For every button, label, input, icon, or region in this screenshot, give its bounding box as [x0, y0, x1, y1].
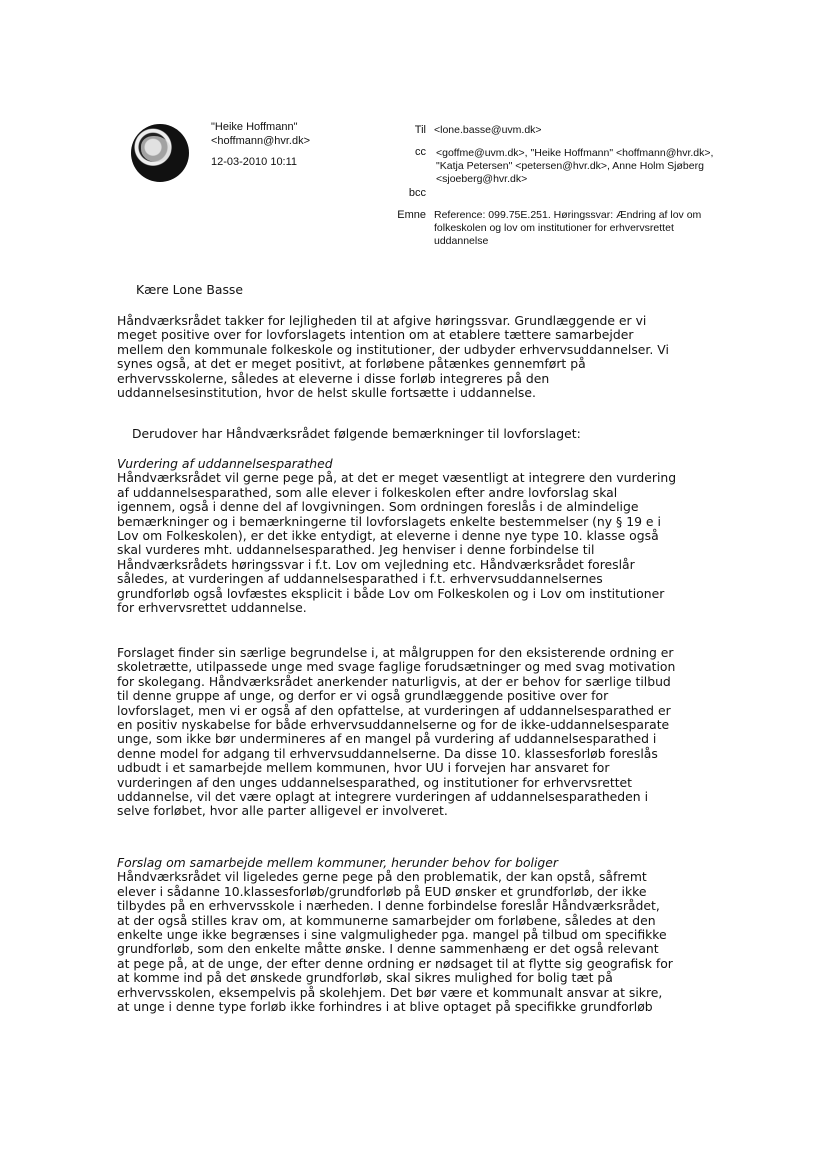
sender-name: "Heike Hoffmann": [211, 121, 298, 133]
paragraph-2: [132, 427, 754, 441]
section-2-heading: Forslag om samarbejde mellem kommuner, herunder behov for boliger: [117, 855, 558, 870]
sender-email: <hoffmann@hvr.dk>: [211, 135, 311, 147]
p3-line: grundforløb også lovfæstes eksplicit i både Lov om Folkeskolen og i Lov om institutioner: [117, 585, 665, 601]
p4-line: skoletrætte, utilpassede unge med svage faglige forudsætninger og med svag motivation: [117, 659, 676, 675]
p3-line: Håndværksrådet vil gerne pege på, at det er meget væsentligt at integrere den vurdering: [117, 470, 677, 486]
p1-line: erhvervsskolerne, således at eleverne i disse forløb integreres på den: [117, 370, 550, 386]
to-address: <lone.basse@uvm.dk>: [434, 124, 542, 136]
section-1-heading: Vurdering af uddannelsesparathed: [117, 456, 333, 471]
subject-line-1: Reference: 099.75E.251. Høringssvar: Ændring af lov om: [434, 209, 702, 221]
cc-line-2: "Katja Petersen" <petersen@hvr.dk>, Anne Holm Sjøberg: [436, 160, 704, 172]
paragraph-4: [117, 646, 739, 819]
to-label: Til: [414, 124, 426, 136]
p5-line: erhvervsskolen, eksempelvis på skolehjem. Det bør være et kommunalt ansvar at sikre,: [117, 984, 663, 1000]
p4-line: Forslaget finder sin særlige begrundelse i, at målgruppen for den eksisterende ordning er: [117, 645, 674, 660]
sender-date: 12-03-2010 10:11: [211, 156, 298, 168]
cc-line-1: <goffme@uvm.dk>, "Heike Hoffmann" <hoffmann@hvr.dk>,: [436, 147, 714, 159]
p3-line: således, at vurderingen af uddannelsesparathed i f.t. erhvervsuddannelsernes: [117, 571, 603, 587]
p1-line: Håndværksrådet takker for lejligheden til at afgive høringssvar. Grundlæggende er vi: [117, 313, 647, 328]
p4-line: unge, som ikke bør undermineres af en mangel på vurdering af uddannelsesparathed i: [117, 731, 657, 747]
subject-label: Emne: [397, 209, 426, 221]
p4-line: selve forløbet, hvor alle parter alligevel er involveret.: [117, 803, 448, 819]
section-2: [117, 856, 739, 1014]
sender-block: [211, 120, 310, 169]
subject-value: [434, 209, 764, 248]
p4-line: udbudt i et samarbejde mellem kommunen, hvor UU i forvejen har ansvaret for: [117, 760, 610, 776]
cc-line-3: <sjoeberg@hvr.dk>: [436, 173, 528, 185]
p4-line: en positiv nyskabelse for både erhvervsuddannelserne og for de ikke-uddannelsesparate: [117, 717, 670, 733]
p5-line: at pege på, at de unge, der efter denne ordning er nødsaget til at flytte sig geografisk for: [117, 955, 673, 971]
p4-line: uddannelse, vil det være oplagt at integrere vurderingen af uddannelsesparatheden i: [117, 789, 649, 805]
p3-line: for erhvervsrettet uddannelse.: [117, 600, 307, 616]
p5-line: at unge i denne type forløb ikke forhindres i at blive optaget på specifikke grundforløb: [117, 999, 653, 1015]
salutation: Kære Lone Basse: [136, 282, 243, 297]
p3-line: bemærkninger og i bemærkningerne til lovforslagets enkelte bestemmelser (ny § 19 e i: [117, 513, 661, 529]
p4-line: denne model for adgang til erhvervsuddannelserne. Da disse 10. klassesforløb foreslås: [117, 745, 658, 761]
p5-line: elever i sådanne 10.klassesforløb/grundforløb på EUD ønsker et grundforløb, der ikke: [117, 883, 647, 899]
p3-line: igennem, også i denne del af lovgivningen. Som ordningen foreslås i de almindelige: [117, 499, 639, 515]
p4-line: for skolegang. Håndværksrådet anerkender naturligvis, at der er behov for særlige tilbud: [117, 673, 671, 689]
subject-line-2: folkeskolen og lov om institutioner for erhvervsrettet: [434, 222, 674, 234]
p4-line: lovforslaget, men vi er også af den opfattelse, at vurderingen af uddannelsesparathed er: [117, 702, 671, 718]
to-value: [434, 124, 764, 137]
cc-value: [436, 147, 766, 186]
p2-line: Derudover har Håndværksrådet følgende bemærkninger til lovforslaget:: [132, 426, 581, 441]
p3-line: Håndværksrådets høringssvar i f.t. Lov om vejledning etc. Håndværksrådet foreslår: [117, 556, 635, 572]
paragraph-1: [117, 314, 739, 400]
p5-line: at der også stilles krav om, at kommunerne samarbejder om forløbene, således at den: [117, 912, 656, 928]
p5-line: enkelte unge ikke begrænses i sine valgmuligheder pga. mangel på tilbud om specifikke: [117, 927, 667, 943]
p4-line: til denne gruppe af unge, og derfor er vi også grundlæggende positive over for: [117, 688, 609, 704]
p3-line: skal vurderes mht. uddannelsesparathed. Jeg henviser i denne forbindelse til: [117, 542, 595, 558]
subject-line-3: uddannelse: [434, 235, 489, 247]
p1-line: synes også, at det er meget positivt, at forløbene påtænkes gennemført på: [117, 356, 586, 372]
p3-line: Lov om Folkeskolen), er det ikke entydigt, at eleverne i denne nye type 10. klasse også: [117, 528, 659, 544]
p1-line: mellem den kommunale folkeskole og institutioner, der udbyder erhvervsuddannelser. Vi: [117, 341, 669, 357]
p3-line: af uddannelsesparathed, som alle elever i folkeskolen efter andre lovforslag skal: [117, 484, 618, 500]
p5-line: at komme ind på det ønskede grundforløb, skal sikres mulighed for bolig tæt på: [117, 970, 613, 986]
bcc-label: bcc: [408, 187, 426, 199]
p5-line: grundforløb, som den enkelte måtte ønske. I denne sammenhæng er det også relevant: [117, 941, 659, 957]
p5-line: tilbydes på en erhvervsskole i nærheden. I denne forbindelse foreslår Håndværksrådet,: [117, 898, 660, 914]
cc-label: cc: [415, 146, 426, 158]
p4-line: vurderingen af den unges uddannelsesparathed, og institutioner for erhvervsrettet: [117, 774, 633, 790]
section-1: [117, 457, 739, 615]
p5-line: Håndværksrådet vil ligeledes gerne pege på den problematik, der kan opstå, såfremt: [117, 869, 647, 885]
p1-line: meget positive over for lovforslagets intention om at etablere tættere samarbejder: [117, 327, 634, 343]
p1-line: uddannelsesinstitution, hvor de helst skulle fortsætte i uddannelse.: [117, 385, 536, 401]
sender-avatar: [131, 124, 189, 182]
